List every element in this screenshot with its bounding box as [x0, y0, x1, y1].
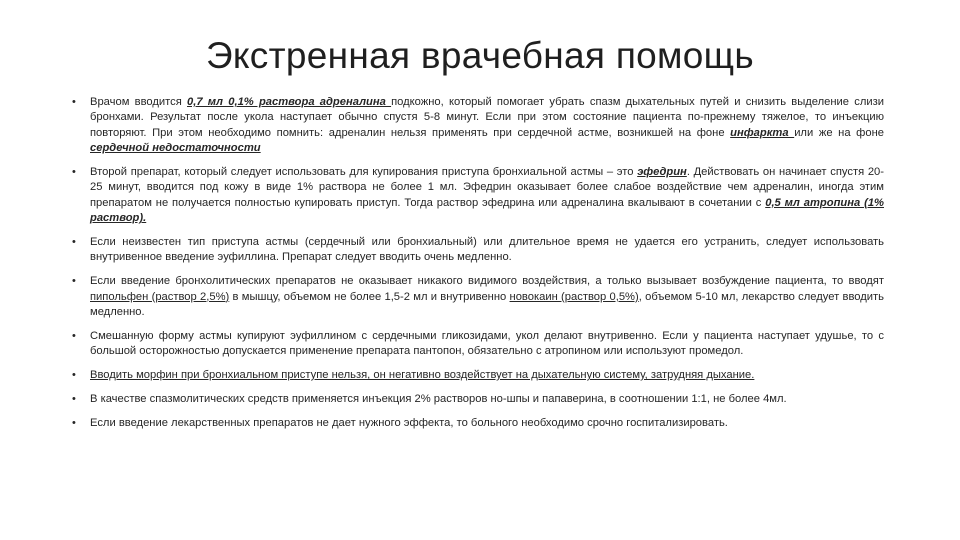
emphasized-term: эфедрин [637, 166, 687, 179]
emphasized-term: 0,7 мл 0,1% раствора адреналина [187, 96, 392, 108]
bullet-dot-icon: • [72, 416, 76, 429]
bullet-list [72, 95, 884, 439]
bullet-item [72, 368, 884, 383]
bullet-text: . Действовать он начинает спустя 20-25 минут, вводится под кожу в виде 1% раствора не более 1 мл. Эфедрин оказывает более слабое воздействие чем адреналин, иногда этим препаратом не получается полностью купировать приступ. Тогда раствор эфедрина или адреналина вкалывают в сочетании с [90, 166, 884, 209]
bullet-item [72, 392, 884, 407]
bullet-dot-icon: • [72, 329, 76, 342]
bullet-text: подкожно, который помогает убрать спазм дыхательных путей и снизить выделение слизи бронхами. Результат после укола наступает обычно спустя 5-8 минут. Если при этом состояние пациента по-прежнему тяжелое, то инъекцию повторяют. При этом необходимо помнить: адреналин нельзя применять при сердечной астме, возникшей на фоне [90, 96, 884, 139]
bullet-text: Смешанную форму астмы купируют эуфиллином с сердечными гликозидами, укол делают внутривенно. Если у пациента наступает удушье, то с большой осторожностью допускается применение препарата пантопон, обязательно с атропином или используют промедол. [90, 329, 884, 358]
bullet-text: Второй препарат, который следует использовать для купирования приступа бронхиальной астмы – это [90, 166, 638, 179]
emphasized-term: инфаркта [730, 126, 795, 139]
bullet-text: Если введение бронхолитических препаратов не оказывает никакого видимого воздействия, а только вызывает возбуждение пациента, то вводят [90, 275, 884, 288]
bullet-dot-icon: • [72, 166, 76, 179]
bullet-text: Если введение лекарственных препаратов не дает нужного эффекта, то больного необходимо срочно госпитализировать. [90, 416, 728, 429]
emphasized-term: 0,5 мл атропина (1% раствор). [90, 196, 884, 225]
bullet-text: Врачом вводится [90, 96, 188, 108]
bullet-text: в мышцу, объемом не более 1,5-2 мл и внутривенно [229, 290, 510, 303]
bullet-dot-icon: • [72, 96, 76, 108]
emphasized-term: пипольфен (раствор 2,5%) [90, 290, 230, 303]
bullet-item [72, 95, 884, 157]
bullet-item [72, 165, 884, 227]
emphasized-term: сердечной недостаточности [90, 142, 261, 155]
slide-title: Экстренная врачебная помощь [206, 35, 754, 76]
bullet-item [72, 235, 884, 266]
bullet-item [72, 416, 884, 431]
bullet-dot-icon: • [72, 369, 76, 382]
bullet-text: Если неизвестен тип приступа астмы (сердечный или бронхиальный) или длительное время не удается его устранить, следует использовать внутривенное введение эуфиллина. Препарат следует вводить очень медленно. [90, 236, 884, 264]
bullet-text: , объемом 5-10 мл, лекарство следует вводить медленно. [90, 290, 884, 319]
emphasized-term: новокаин (раствор 0,5%) [509, 290, 639, 303]
emphasized-term: Вводить морфин при бронхиальном приступе нельзя, он негативно воздействует на дыхательную систему, затрудняя дыхание. [90, 369, 755, 382]
bullet-item [72, 274, 884, 320]
bullet-dot-icon: • [72, 236, 76, 249]
bullet-text: В качестве спазмолитических средств применяется инъекция 2% растворов но-шпы и папаверина, в соотношении 1:1, не более 4мл. [90, 392, 787, 405]
bullet-dot-icon: • [72, 275, 76, 288]
bullet-dot-icon: • [72, 392, 76, 405]
bullet-text: или же на фоне [794, 126, 884, 139]
bullet-item [72, 329, 884, 360]
